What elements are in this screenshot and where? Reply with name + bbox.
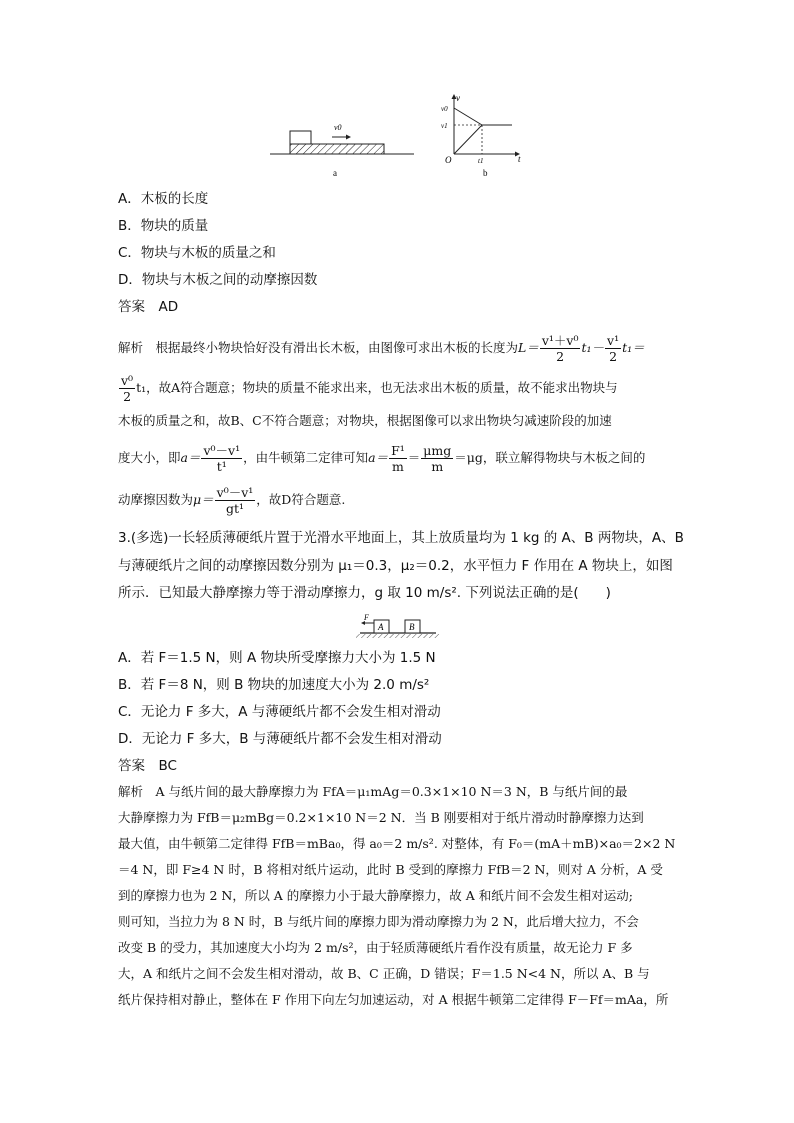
origin-label: O xyxy=(445,155,452,165)
q3-analysis-line-2: 大静摩擦力为 FfB＝μ₂mBg＝0.2×1×10 N＝2 N．当 B 刚要相对于纸片滑动时静摩擦力达到 xyxy=(118,810,644,825)
q2-option-c: C．物块与木板的质量之和 xyxy=(118,245,276,261)
q3-analysis-line-8: 大，A 和纸片之间不会发生相对滑动，故 B、C 正确，D 错误；F＝1.5 N<4 N，所以 A、B 与 xyxy=(118,966,650,981)
q3-option-c: C．无论力 F 多大，A 与薄硬纸片都不会发生相对滑动 xyxy=(118,704,441,720)
ground-hatch xyxy=(356,634,440,638)
plank-velocity-line xyxy=(454,125,482,154)
q3-analysis-line-4: ＝4 N，即 F≥4 N 时，B 将相对纸片运动，此时 B 受到的摩擦力 FfB＝2 N，则对 A 分析，A 受 xyxy=(118,862,663,877)
figure-a xyxy=(268,118,418,180)
q2-option-d: D．物块与木板之间的动摩擦因数 xyxy=(118,272,318,288)
block-b-label: B xyxy=(409,622,415,632)
q3-option-d: D．无论力 F 多大，B 与薄硬纸片都不会发生相对滑动 xyxy=(118,731,442,747)
q3-option-a: A．若 F＝1.5 N，则 A 物块所受摩擦力大小为 1.5 N xyxy=(118,650,436,666)
tick-t1-label: t1 xyxy=(478,157,484,165)
q3-figure xyxy=(354,611,444,641)
q3-analysis-line-3: 最大值，由牛顿第二定律得 FfB＝mBa₀，得 a₀＝2 m/s². 对整体，有 F₀＝(mA＋mB)×a₀＝2×2 N xyxy=(118,836,676,851)
q3-analysis-line-7: 改变 B 的受力，其加速度大小均为 2 m/s²，由于轻质薄硬纸片看作没有质量，故无论力 F 多 xyxy=(118,940,633,955)
q3-option-b: B．若 F＝8 N，则 B 物块的加速度大小为 2.0 m/s² xyxy=(118,677,430,693)
q2-analysis-line-5: 动摩擦因数为μ＝ $\frac{\text{v⁰－v¹}}{\text{gt¹}}$ ，故D符合题意. xyxy=(118,485,346,516)
velocity-arrow-head xyxy=(346,135,351,140)
tick-v1-label: v1 xyxy=(441,122,448,130)
q3-analysis-line-5: 到的摩擦力也为 2 N，所以 A 的摩擦力小于最大静摩擦力，故 A 和纸片间不会发生相对运动; xyxy=(118,888,633,903)
v0-label: v0 xyxy=(334,123,342,132)
q3-analysis-line-9: 纸片保持相对静止，整体在 F 作用下向左匀加速运动，对 A 根据牛顿第二定律得 F－Ff＝mAa，所 xyxy=(118,992,669,1007)
q3-stem-line-1: 3.(多选)一长轻质薄硬纸片置于光滑水平地面上，其上放质量均为 1 kg 的 A、B 两物块，A、B xyxy=(118,530,684,546)
q2-analysis-line-1: 解析 根据最终小物块恰好没有滑出长木板，由图像可求出木板的长度为L＝ $\frac{\text{v¹＋v⁰}}{2}$ t₁－ $\frac{\text{v¹}}{2}$ t₁＝ xyxy=(118,333,645,364)
q3-answer: 答案 BC xyxy=(118,758,177,774)
block xyxy=(290,131,311,144)
q3-analysis-line-6: 则可知，当拉力为 8 N 时，B 与纸片间的摩擦力即为滑动摩擦力为 2 N，此后增大拉力，不会 xyxy=(118,914,639,929)
block-a-label: A xyxy=(378,622,384,632)
figure-a-label: a xyxy=(333,168,337,178)
q2-analysis-line-4: 度大小，即a＝ $\frac{\text{v⁰－v¹}}{\text{t¹}}$ ，由牛顿第二定律可知a＝ $\frac{\text{F¹}}{m}$ ＝ $\frac{\text{μmg}}{m}$ ＝μg，联立解得物块与木板之间的 xyxy=(118,443,646,474)
q2-option-a: A．木板的长度 xyxy=(118,191,209,207)
q3-analysis-line-1: 解析 A 与纸片间的最大静摩擦力为 FfA＝μ₁mAg＝0.3×1×10 N＝3 N，B 与纸片间的最 xyxy=(118,784,628,799)
axis-v-label: v xyxy=(456,93,460,103)
q2-option-b: B．物块的质量 xyxy=(118,218,209,234)
plank xyxy=(290,144,384,154)
axis-t-label: t xyxy=(518,154,521,164)
figure-b xyxy=(436,92,526,180)
q3-stem-line-2: 与薄硬纸片之间的动摩擦因数分别为 μ₁＝0.3，μ₂＝0.2，水平恒力 F 作用在 A 物块上，如图 xyxy=(118,558,673,574)
force-label: F xyxy=(364,613,369,622)
tick-v0-label: v0 xyxy=(441,105,448,113)
figure-b-label: b xyxy=(483,168,488,178)
q3-stem-line-3: 所示．已知最大静摩擦力等于滑动摩擦力，g 取 10 m/s². 下列说法正确的是( ) xyxy=(118,585,611,601)
q2-answer: 答案 AD xyxy=(118,299,179,315)
q2-analysis-line-3: 木板的质量之和，故B、C不符合题意；对物块，根据图像可以求出物块匀减速阶段的加速 xyxy=(118,413,612,428)
block-velocity-line xyxy=(454,108,482,125)
q2-analysis-line-2: $\frac{\text{v⁰}}{2}$ t₁，故A符合题意；物块的质量不能求出来，也无法求出木板的质量，故不能求出物块与 xyxy=(121,373,618,404)
